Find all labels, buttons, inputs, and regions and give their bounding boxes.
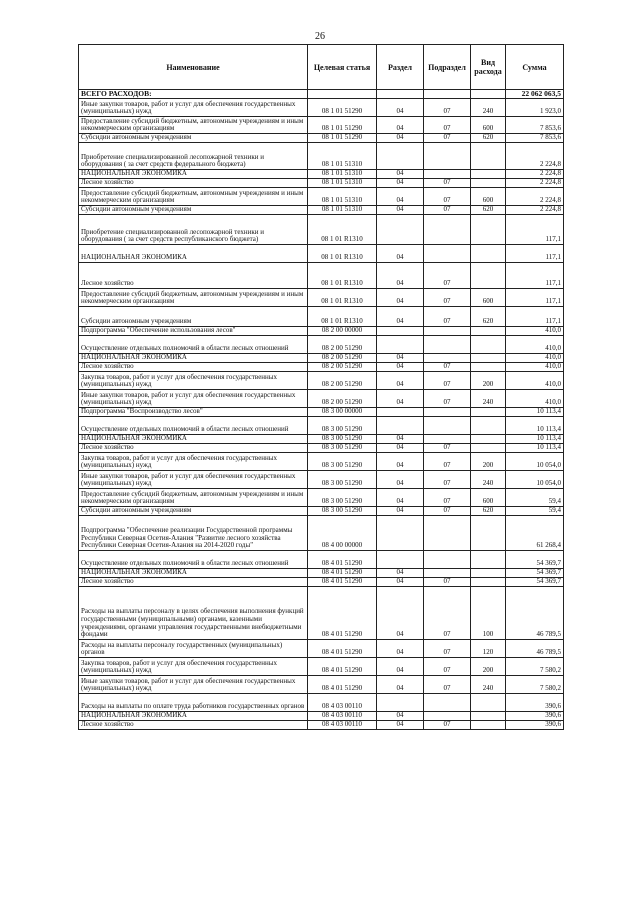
table-row (79, 390, 564, 408)
header-section: Раздел (377, 45, 424, 90)
row-target-code: 08 3 00 51290 (308, 435, 377, 444)
row-name: Закупка товаров, работ и услуг для обеспечения государственных (муниципальных) нужд (79, 372, 308, 390)
row-target-code: 08 4 03 00110 (308, 694, 377, 712)
table-row (79, 694, 564, 712)
row-subsection (424, 417, 471, 435)
row-section: 04 (377, 640, 424, 658)
row-target-code: 08 1 01 51290 (308, 117, 377, 134)
row-sum: 22 062 063,5 (506, 90, 564, 99)
row-expense-type (471, 694, 506, 712)
row-section: 04 (377, 206, 424, 215)
row-section (377, 408, 424, 417)
row-section: 04 (377, 117, 424, 134)
row-sum: 10 113,4 (506, 435, 564, 444)
row-expense-type (471, 417, 506, 435)
row-sum: 2 224,8 (506, 206, 564, 215)
row-name: НАЦИОНАЛЬНАЯ ЭКОНОМИКА (79, 245, 308, 263)
row-target-code: 08 2 00 51290 (308, 390, 377, 408)
row-target-code: 08 3 00 00000 (308, 408, 377, 417)
row-name: Лесное хозяйство (79, 179, 308, 188)
row-section: 04 (377, 712, 424, 721)
row-sum: 54 369,7 (506, 569, 564, 578)
row-target-code: 08 3 00 51290 (308, 471, 377, 489)
row-name: Расходы на выплаты персоналу государственных (муниципальных) органов (79, 640, 308, 658)
table-row (79, 134, 564, 143)
table-row (79, 712, 564, 721)
row-expense-type (471, 408, 506, 417)
row-target-code: 08 1 01 51310 (308, 188, 377, 206)
row-subsection: 07 (424, 99, 471, 117)
row-name: Предоставление субсидий бюджетным, автономным учреждениям и иным некоммерческим организациям (79, 117, 308, 134)
table-row (79, 117, 564, 134)
row-target-code: 08 4 00 00000 (308, 516, 377, 551)
header-subsection: Подраздел (424, 45, 471, 90)
row-subsection: 07 (424, 372, 471, 390)
row-sum: 390,6 (506, 712, 564, 721)
row-sum: 390,6 (506, 721, 564, 730)
row-subsection: 07 (424, 263, 471, 289)
row-section: 04 (377, 372, 424, 390)
row-subsection: 07 (424, 658, 471, 676)
table-row (79, 372, 564, 390)
row-name: НАЦИОНАЛЬНАЯ ЭКОНОМИКА (79, 354, 308, 363)
row-name: Субсидии автономным учреждениям (79, 206, 308, 215)
row-subsection: 07 (424, 640, 471, 658)
row-sum: 59,4 (506, 507, 564, 516)
row-target-code: 08 1 01 R1310 (308, 263, 377, 289)
row-subsection (424, 694, 471, 712)
row-subsection: 07 (424, 507, 471, 516)
row-sum: 410,0 (506, 354, 564, 363)
row-expense-type: 600 (471, 289, 506, 307)
row-section: 04 (377, 170, 424, 179)
row-name: Осуществление отдельных полномочий в области лесных отношений (79, 417, 308, 435)
table-row (79, 188, 564, 206)
row-name: Субсидии автономным учреждениям (79, 307, 308, 327)
row-name: Осуществление отдельных полномочий в области лесных отношений (79, 551, 308, 569)
row-target-code: 08 1 01 R1310 (308, 307, 377, 327)
row-name: Иные закупки товаров, работ и услуг для обеспечения государственных (муниципальных) нужд (79, 390, 308, 408)
row-name: Подпрограмма "Обеспечение реализации Государственной программы Республики Северная Осетия-Алания "Развитие лесного хозяйства Республики Северная Осетия-Алания на 2014-2020 годы" (79, 516, 308, 551)
table-row (79, 90, 564, 99)
table-row (79, 99, 564, 117)
row-expense-type: 200 (471, 372, 506, 390)
row-target-code: 08 1 01 51310 (308, 206, 377, 215)
table-row (79, 354, 564, 363)
row-sum: 2 224,8 (506, 170, 564, 179)
table-row (79, 444, 564, 453)
row-sum: 10 113,4 (506, 444, 564, 453)
row-section: 04 (377, 245, 424, 263)
row-sum: 2 224,8 (506, 188, 564, 206)
row-subsection (424, 215, 471, 245)
row-target-code: 08 4 01 51290 (308, 551, 377, 569)
row-section: 04 (377, 435, 424, 444)
row-section: 04 (377, 721, 424, 730)
row-subsection: 07 (424, 188, 471, 206)
row-expense-type: 240 (471, 676, 506, 694)
row-expense-type: 620 (471, 134, 506, 143)
row-sum: 59,4 (506, 489, 564, 507)
row-subsection (424, 245, 471, 263)
row-target-code: 08 1 01 51310 (308, 179, 377, 188)
table-row (79, 516, 564, 551)
table-row (79, 435, 564, 444)
row-subsection: 07 (424, 489, 471, 507)
row-expense-type (471, 336, 506, 354)
row-section (377, 694, 424, 712)
row-section: 04 (377, 569, 424, 578)
table-row (79, 587, 564, 640)
row-name: Иные закупки товаров, работ и услуг для обеспечения государственных (муниципальных) нужд (79, 676, 308, 694)
row-subsection (424, 569, 471, 578)
row-section: 04 (377, 390, 424, 408)
row-expense-type: 600 (471, 489, 506, 507)
row-target-code: 08 4 01 51290 (308, 569, 377, 578)
row-subsection (424, 712, 471, 721)
row-expense-type: 620 (471, 206, 506, 215)
row-sum: 10 054,0 (506, 453, 564, 471)
row-section (377, 336, 424, 354)
table-row (79, 578, 564, 587)
row-expense-type (471, 90, 506, 99)
table-row (79, 179, 564, 188)
row-expense-type: 620 (471, 507, 506, 516)
row-section (377, 215, 424, 245)
row-sum: 117,1 (506, 245, 564, 263)
row-expense-type: 620 (471, 307, 506, 327)
row-section: 04 (377, 179, 424, 188)
row-name: Приобретение специализированной лесопожарной техники и оборудования ( за счет средств федерального бюджета) (79, 143, 308, 170)
row-subsection (424, 327, 471, 336)
row-expense-type (471, 215, 506, 245)
row-subsection: 07 (424, 721, 471, 730)
row-sum: 410,0 (506, 336, 564, 354)
row-name: Подпрограмма "Воспроизводство лесов" (79, 408, 308, 417)
row-subsection: 07 (424, 363, 471, 372)
row-subsection (424, 354, 471, 363)
row-section: 04 (377, 453, 424, 471)
row-target-code: 08 2 00 51290 (308, 336, 377, 354)
row-sum: 54 369,7 (506, 551, 564, 569)
row-target-code: 08 1 01 R1310 (308, 289, 377, 307)
row-name: НАЦИОНАЛЬНАЯ ЭКОНОМИКА (79, 569, 308, 578)
row-target-code: 08 2 00 51290 (308, 363, 377, 372)
row-sum: 410,0 (506, 327, 564, 336)
row-section: 04 (377, 471, 424, 489)
row-expense-type (471, 263, 506, 289)
row-section: 04 (377, 444, 424, 453)
row-target-code: 08 1 01 51290 (308, 134, 377, 143)
row-subsection: 07 (424, 289, 471, 307)
row-expense-type: 600 (471, 188, 506, 206)
row-subsection: 07 (424, 390, 471, 408)
row-expense-type: 240 (471, 99, 506, 117)
row-target-code: 08 4 01 51290 (308, 676, 377, 694)
row-name: ВСЕГО РАСХОДОВ: (79, 90, 308, 99)
row-target-code: 08 2 00 51290 (308, 354, 377, 363)
table-body (79, 90, 564, 730)
row-section: 04 (377, 307, 424, 327)
row-expense-type: 100 (471, 587, 506, 640)
row-sum: 7 580,2 (506, 658, 564, 676)
row-subsection: 07 (424, 453, 471, 471)
row-sum: 10 113,4 (506, 417, 564, 435)
row-target-code (308, 90, 377, 99)
row-name: Субсидии автономным учреждениям (79, 134, 308, 143)
row-target-code: 08 1 01 R1310 (308, 245, 377, 263)
row-section: 04 (377, 676, 424, 694)
row-section (377, 90, 424, 99)
row-subsection: 07 (424, 179, 471, 188)
row-target-code: 08 3 00 51290 (308, 489, 377, 507)
header-expense-type: Вид расхода (471, 45, 506, 90)
row-expense-type (471, 712, 506, 721)
page-number: 26 (315, 31, 325, 42)
table-row (79, 336, 564, 354)
row-target-code: 08 4 03 00110 (308, 721, 377, 730)
row-subsection: 07 (424, 676, 471, 694)
row-expense-type (471, 578, 506, 587)
row-section (377, 327, 424, 336)
row-name: Лесное хозяйство (79, 263, 308, 289)
row-sum: 7 853,6 (506, 117, 564, 134)
table-row (79, 307, 564, 327)
row-sum: 7 580,2 (506, 676, 564, 694)
row-target-code: 08 1 01 51290 (308, 99, 377, 117)
row-expense-type: 120 (471, 640, 506, 658)
row-expense-type (471, 170, 506, 179)
row-name: Расходы на выплаты по оплате труда работников государственных органов (79, 694, 308, 712)
row-subsection (424, 435, 471, 444)
row-sum: 2 224,8 (506, 179, 564, 188)
row-name: Приобретение специализированной лесопожарной техники и оборудования ( за счет средств республиканского бюджета) (79, 215, 308, 245)
row-expense-type (471, 143, 506, 170)
row-name: Субсидии автономным учреждениям (79, 507, 308, 516)
row-expense-type (471, 327, 506, 336)
header-sum: Сумма (506, 45, 564, 90)
row-expense-type: 600 (471, 117, 506, 134)
table-row (79, 489, 564, 507)
row-name: Лесное хозяйство (79, 363, 308, 372)
row-section (377, 417, 424, 435)
table-row (79, 206, 564, 215)
table-row (79, 640, 564, 658)
row-name: Предоставление субсидий бюджетным, автономным учреждениям и иным некоммерческим организациям (79, 188, 308, 206)
row-sum: 7 853,6 (506, 134, 564, 143)
row-sum: 117,1 (506, 215, 564, 245)
table-row (79, 363, 564, 372)
row-section (377, 551, 424, 569)
row-expense-type: 200 (471, 453, 506, 471)
row-target-code: 08 4 01 51290 (308, 587, 377, 640)
row-target-code: 08 4 01 51290 (308, 658, 377, 676)
row-subsection: 07 (424, 134, 471, 143)
row-name: Закупка товаров, работ и услуг для обеспечения государственных (муниципальных) нужд (79, 453, 308, 471)
row-sum: 2 224,8 (506, 143, 564, 170)
row-expense-type (471, 363, 506, 372)
row-expense-type (471, 354, 506, 363)
row-expense-type (471, 551, 506, 569)
table-row (79, 327, 564, 336)
row-name: Расходы на выплаты персоналу в целях обеспечения выполнения функций государственными (муниципальными) органами, казенными учреждениями, органами управления государственными внебюджетными фондами (79, 587, 308, 640)
row-expense-type: 200 (471, 658, 506, 676)
row-target-code: 08 4 01 51290 (308, 640, 377, 658)
row-subsection: 07 (424, 444, 471, 453)
row-subsection (424, 551, 471, 569)
table-row (79, 721, 564, 730)
header-name: Наименование (79, 45, 308, 90)
row-section: 04 (377, 658, 424, 676)
row-section: 04 (377, 263, 424, 289)
row-name: Иные закупки товаров, работ и услуг для обеспечения государственных (муниципальных) нужд (79, 471, 308, 489)
row-sum: 10 113,4 (506, 408, 564, 417)
table-row (79, 143, 564, 170)
row-target-code: 08 3 00 51290 (308, 444, 377, 453)
row-section: 04 (377, 507, 424, 516)
table-row (79, 289, 564, 307)
table-row (79, 676, 564, 694)
row-target-code: 08 1 01 51310 (308, 170, 377, 179)
row-sum: 46 789,5 (506, 587, 564, 640)
row-sum: 54 369,7 (506, 578, 564, 587)
row-subsection (424, 408, 471, 417)
row-name: Осуществление отдельных полномочий в области лесных отношений (79, 336, 308, 354)
row-subsection (424, 90, 471, 99)
table-row (79, 658, 564, 676)
row-subsection: 07 (424, 587, 471, 640)
row-subsection: 07 (424, 471, 471, 489)
row-name: Лесное хозяйство (79, 444, 308, 453)
row-target-code: 08 3 00 51290 (308, 453, 377, 471)
row-expense-type (471, 569, 506, 578)
table-row (79, 569, 564, 578)
row-section: 04 (377, 587, 424, 640)
row-subsection (424, 143, 471, 170)
row-sum: 117,1 (506, 307, 564, 327)
row-section: 04 (377, 188, 424, 206)
row-target-code: 08 2 00 51290 (308, 372, 377, 390)
row-subsection: 07 (424, 117, 471, 134)
row-target-code: 08 3 00 51290 (308, 417, 377, 435)
table-row (79, 507, 564, 516)
row-section: 04 (377, 289, 424, 307)
row-expense-type (471, 444, 506, 453)
row-subsection: 07 (424, 206, 471, 215)
table-header-row (79, 45, 564, 90)
table-row (79, 245, 564, 263)
table-row (79, 263, 564, 289)
table-row (79, 471, 564, 489)
row-name: Подпрограмма "Обеспечение использования лесов" (79, 327, 308, 336)
row-sum: 46 789,5 (506, 640, 564, 658)
row-name: НАЦИОНАЛЬНАЯ ЭКОНОМИКА (79, 435, 308, 444)
table-row (79, 453, 564, 471)
row-section: 04 (377, 363, 424, 372)
row-sum: 390,6 (506, 694, 564, 712)
header-target-code: Целевая статья (308, 45, 377, 90)
row-name: НАЦИОНАЛЬНАЯ ЭКОНОМИКА (79, 712, 308, 721)
row-section: 04 (377, 134, 424, 143)
budget-table (78, 44, 564, 730)
row-target-code: 08 1 01 R1310 (308, 215, 377, 245)
row-name: Закупка товаров, работ и услуг для обеспечения государственных (муниципальных) нужд (79, 658, 308, 676)
row-section: 04 (377, 489, 424, 507)
row-name: Предоставление субсидий бюджетным, автономным учреждениям и иным некоммерческим организациям (79, 489, 308, 507)
row-section (377, 143, 424, 170)
row-subsection: 07 (424, 307, 471, 327)
row-section (377, 516, 424, 551)
row-section: 04 (377, 578, 424, 587)
table-row (79, 170, 564, 179)
row-subsection (424, 336, 471, 354)
row-expense-type (471, 435, 506, 444)
row-sum: 410,0 (506, 363, 564, 372)
row-target-code: 08 4 03 00110 (308, 712, 377, 721)
table-row (79, 408, 564, 417)
row-subsection (424, 516, 471, 551)
row-sum: 410,0 (506, 372, 564, 390)
row-name: Лесное хозяйство (79, 578, 308, 587)
row-name: Предоставление субсидий бюджетным, автономным учреждениям и иным некоммерческим организациям (79, 289, 308, 307)
row-expense-type (471, 721, 506, 730)
row-section: 04 (377, 99, 424, 117)
table-row (79, 551, 564, 569)
row-sum: 1 923,0 (506, 99, 564, 117)
row-expense-type: 240 (471, 471, 506, 489)
row-expense-type: 240 (471, 390, 506, 408)
row-target-code: 08 4 01 51290 (308, 578, 377, 587)
row-sum: 10 054,0 (506, 471, 564, 489)
row-target-code: 08 3 00 51290 (308, 507, 377, 516)
row-name: НАЦИОНАЛЬНАЯ ЭКОНОМИКА (79, 170, 308, 179)
row-sum: 117,1 (506, 289, 564, 307)
row-target-code: 08 1 01 51310 (308, 143, 377, 170)
row-sum: 61 268,4 (506, 516, 564, 551)
row-expense-type (471, 516, 506, 551)
row-name: Лесное хозяйство (79, 721, 308, 730)
row-target-code: 08 2 00 00000 (308, 327, 377, 336)
row-name: Иные закупки товаров, работ и услуг для обеспечения государственных (муниципальных) нужд (79, 99, 308, 117)
row-subsection: 07 (424, 578, 471, 587)
row-subsection (424, 170, 471, 179)
table-row (79, 417, 564, 435)
row-expense-type (471, 245, 506, 263)
row-expense-type (471, 179, 506, 188)
row-sum: 410,0 (506, 390, 564, 408)
table-row (79, 215, 564, 245)
row-sum: 117,1 (506, 263, 564, 289)
row-section: 04 (377, 354, 424, 363)
